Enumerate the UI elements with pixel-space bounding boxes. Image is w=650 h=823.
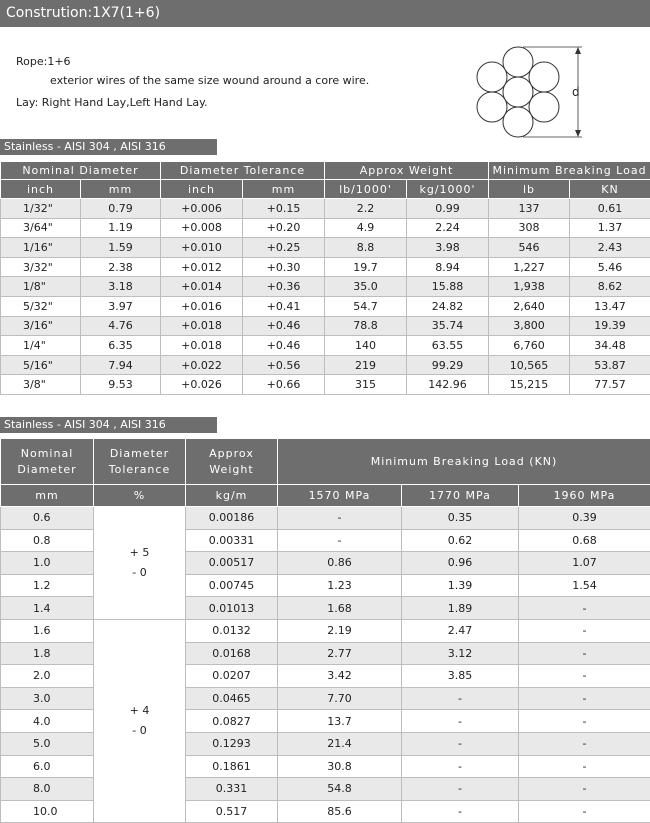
nominal-diameter-header: Nominal Diameter — [1, 162, 161, 180]
tolerance-mm-cell: +0.36 — [243, 277, 325, 297]
weight-kgm-cell: 0.1861 — [186, 755, 278, 778]
minimum-breaking-load-header: Minimum Breaking Load — [489, 162, 650, 180]
nominal-mm-cell: 1.4 — [1, 597, 94, 620]
tolerance-mm-cell: +0.56 — [243, 355, 325, 375]
mbl-kn-cell: 1.37 — [570, 218, 650, 238]
diameter-tolerance-header: Diameter Tolerance — [161, 162, 325, 180]
page-title: Constrution:1X7(1+6) — [0, 0, 650, 27]
table2-label: Stainless - AISI 304 , AISI 316 — [0, 417, 217, 433]
weight-lb-cell: 35.0 — [325, 277, 407, 297]
nominal-mm-cell: 1.59 — [81, 238, 161, 258]
mbl-1770-cell: 1.39 — [402, 574, 519, 597]
nominal-inch-cell: 3/64" — [1, 218, 81, 238]
weight-lb-cell: 140 — [325, 336, 407, 356]
mbl-1960-cell: - — [519, 778, 650, 801]
approx-weight-header: Approx Weight — [186, 439, 278, 485]
tolerance-percent-cell — [94, 507, 186, 620]
table-row — [1, 375, 650, 395]
tolerance-mm-cell: +0.41 — [243, 296, 325, 316]
nominal-mm-cell: 1.0 — [1, 552, 94, 575]
table-row — [1, 316, 650, 336]
weight-kgm-cell: 0.1293 — [186, 732, 278, 755]
weight-kg-cell: 99.29 — [407, 355, 489, 375]
nominal-mm-cell: 3.0 — [1, 687, 94, 710]
tolerance-plus: + 5 — [130, 546, 150, 559]
mbl-1960-cell: 0.39 — [519, 507, 650, 530]
mbl-kn-cell: 2.43 — [570, 238, 650, 258]
weight-kg-cell: 142.96 — [407, 375, 489, 395]
metric-spec-table — [0, 438, 650, 823]
mbl-1570-cell: 7.70 — [278, 687, 402, 710]
mbl-1770-cell: 0.62 — [402, 529, 519, 552]
mbl-1570-cell: 2.19 — [278, 619, 402, 642]
mbl-kn-cell: 34.48 — [570, 336, 650, 356]
table-row — [1, 257, 650, 277]
nominal-mm-cell: 2.0 — [1, 665, 94, 688]
nominal-mm-cell: 0.8 — [1, 529, 94, 552]
outer-wire — [529, 62, 559, 92]
tolerance-inch-cell: +0.026 — [161, 375, 243, 395]
tolerance-percent-cell — [94, 619, 186, 822]
nominal-mm-cell: 1.2 — [1, 574, 94, 597]
strand-cross-section-diagram — [468, 40, 598, 146]
mbl-kn-cell: 77.57 — [570, 375, 650, 395]
weight-kg-cell: 15.88 — [407, 277, 489, 297]
weight-kgm-cell: 0.0207 — [186, 665, 278, 688]
table-row — [1, 238, 650, 258]
mbl-lb-cell: 6,760 — [489, 336, 570, 356]
weight-lb-cell: 78.8 — [325, 316, 407, 336]
tolerance-mm-cell: +0.66 — [243, 375, 325, 395]
mbl-1960-cell: - — [519, 755, 650, 778]
nominal-mm-cell: 6.0 — [1, 755, 94, 778]
tolerance-inch-cell: +0.014 — [161, 277, 243, 297]
mbl-1770-cell: 2.47 — [402, 619, 519, 642]
tolerance-minus: - 0 — [132, 566, 146, 579]
inch-spec-table — [0, 161, 650, 395]
weight-kgm-cell: 0.00745 — [186, 574, 278, 597]
weight-kgm-cell: 0.0827 — [186, 710, 278, 733]
nominal-inch-cell: 1/16" — [1, 238, 81, 258]
weight-kgm-cell: 0.00186 — [186, 507, 278, 530]
mbl-1570-cell: 30.8 — [278, 755, 402, 778]
mbl-1570-cell: - — [278, 507, 402, 530]
mbl-1960-cell: - — [519, 619, 650, 642]
mbl-1570-cell: 21.4 — [278, 732, 402, 755]
nominal-mm-cell: 8.0 — [1, 778, 94, 801]
weight-lb-cell: 19.7 — [325, 257, 407, 277]
unit-header: % — [94, 485, 186, 507]
mbl-lb-cell: 3,800 — [489, 316, 570, 336]
weight-lb-cell: 8.8 — [325, 238, 407, 258]
weight-kgm-cell: 0.00331 — [186, 529, 278, 552]
mbl-1770-cell: 0.96 — [402, 552, 519, 575]
table-row — [1, 218, 650, 238]
mbl-1770-cell: - — [402, 755, 519, 778]
tolerance-mm-cell: +0.15 — [243, 199, 325, 219]
weight-lb-cell: 2.2 — [325, 199, 407, 219]
rope-description: exterior wires of the same size wound around a core wire. — [50, 74, 369, 87]
weight-kg-cell: 3.98 — [407, 238, 489, 258]
mbl-lb-cell: 2,640 — [489, 296, 570, 316]
nominal-mm-cell: 5.0 — [1, 732, 94, 755]
mbl-1770-cell: 3.85 — [402, 665, 519, 688]
mbl-1770-cell: - — [402, 778, 519, 801]
tolerance-inch-cell: +0.006 — [161, 199, 243, 219]
weight-kgm-cell: 0.01013 — [186, 597, 278, 620]
unit-header: 1960 MPa — [519, 485, 650, 507]
unit-header: inch — [1, 180, 81, 199]
table-row — [1, 619, 650, 642]
core-wire — [503, 77, 533, 107]
nominal-inch-cell: 1/4" — [1, 336, 81, 356]
table1-label: Stainless - AISI 304 , AISI 316 — [0, 139, 217, 155]
tolerance-inch-cell: +0.008 — [161, 218, 243, 238]
weight-kg-cell: 2.24 — [407, 218, 489, 238]
mbl-1570-cell: 1.68 — [278, 597, 402, 620]
tolerance-inch-cell: +0.016 — [161, 296, 243, 316]
mbl-lb-cell: 546 — [489, 238, 570, 258]
mbl-1570-cell: 85.6 — [278, 800, 402, 823]
nominal-mm-cell: 3.97 — [81, 296, 161, 316]
nominal-diameter-header: Nominal Diameter — [1, 439, 94, 485]
lay-text: Lay: Right Hand Lay,Left Hand Lay. — [16, 96, 208, 109]
tolerance-mm-cell: +0.25 — [243, 238, 325, 258]
weight-kg-cell: 0.99 — [407, 199, 489, 219]
weight-kgm-cell: 0.0168 — [186, 642, 278, 665]
nominal-mm-cell: 1.19 — [81, 218, 161, 238]
weight-kgm-cell: 0.331 — [186, 778, 278, 801]
unit-header: mm — [243, 180, 325, 199]
mbl-kn-cell: 19.39 — [570, 316, 650, 336]
mbl-kn-cell: 5.46 — [570, 257, 650, 277]
nominal-mm-cell: 6.35 — [81, 336, 161, 356]
table-row — [1, 507, 650, 530]
mbl-1960-cell: - — [519, 665, 650, 688]
weight-kgm-cell: 0.517 — [186, 800, 278, 823]
outer-wire — [529, 92, 559, 122]
outer-wire — [503, 47, 533, 77]
weight-kg-cell: 35.74 — [407, 316, 489, 336]
mbl-1570-cell: 0.86 — [278, 552, 402, 575]
mbl-lb-cell: 308 — [489, 218, 570, 238]
unit-header: lb — [489, 180, 570, 199]
tolerance-inch-cell: +0.018 — [161, 316, 243, 336]
nominal-mm-cell: 1.8 — [1, 642, 94, 665]
table-row — [1, 296, 650, 316]
tolerance-mm-cell: +0.20 — [243, 218, 325, 238]
weight-lb-cell: 4.9 — [325, 218, 407, 238]
nominal-mm-cell: 3.18 — [81, 277, 161, 297]
nominal-inch-cell: 1/32" — [1, 199, 81, 219]
mbl-kn-cell: 13.47 — [570, 296, 650, 316]
mbl-1960-cell: 1.07 — [519, 552, 650, 575]
tolerance-mm-cell: +0.46 — [243, 336, 325, 356]
mbl-1770-cell: - — [402, 732, 519, 755]
weight-lb-cell: 54.7 — [325, 296, 407, 316]
mbl-1570-cell: - — [278, 529, 402, 552]
unit-header: 1570 MPa — [278, 485, 402, 507]
tolerance-inch-cell: +0.012 — [161, 257, 243, 277]
mbl-1570-cell: 2.77 — [278, 642, 402, 665]
mbl-1960-cell: - — [519, 687, 650, 710]
tolerance-mm-cell: +0.30 — [243, 257, 325, 277]
unit-header: inch — [161, 180, 243, 199]
mbl-1960-cell: - — [519, 710, 650, 733]
nominal-mm-cell: 2.38 — [81, 257, 161, 277]
mbl-1960-cell: - — [519, 800, 650, 823]
mbl-lb-cell: 10,565 — [489, 355, 570, 375]
mbl-kn-cell: 0.61 — [570, 199, 650, 219]
unit-header: mm — [81, 180, 161, 199]
diameter-tolerance-header: Diameter Tolerance — [94, 439, 186, 485]
nominal-mm-cell: 9.53 — [81, 375, 161, 395]
tolerance-mm-cell: +0.46 — [243, 316, 325, 336]
tolerance-inch-cell: +0.010 — [161, 238, 243, 258]
mbl-1570-cell: 13.7 — [278, 710, 402, 733]
nominal-inch-cell: 1/8" — [1, 277, 81, 297]
mbl-1960-cell: - — [519, 732, 650, 755]
table-row — [1, 277, 650, 297]
mbl-1570-cell: 3.42 — [278, 665, 402, 688]
nominal-mm-cell: 4.0 — [1, 710, 94, 733]
table-row — [1, 355, 650, 375]
mbl-1960-cell: 0.68 — [519, 529, 650, 552]
mbl-lb-cell: 137 — [489, 199, 570, 219]
unit-header: KN — [570, 180, 650, 199]
nominal-inch-cell: 3/16" — [1, 316, 81, 336]
unit-header: 1770 MPa — [402, 485, 519, 507]
table-row — [1, 199, 650, 219]
weight-kg-cell: 8.94 — [407, 257, 489, 277]
mbl-1960-cell: - — [519, 642, 650, 665]
outer-wire — [477, 92, 507, 122]
mbl-1770-cell: 0.35 — [402, 507, 519, 530]
minimum-breaking-load-kn-header: Minimum Breaking Load (KN) — [278, 439, 650, 485]
weight-kg-cell: 24.82 — [407, 296, 489, 316]
mbl-1960-cell: - — [519, 597, 650, 620]
mbl-kn-cell: 53.87 — [570, 355, 650, 375]
mbl-lb-cell: 1,938 — [489, 277, 570, 297]
unit-header: mm — [1, 485, 94, 507]
nominal-inch-cell: 5/16" — [1, 355, 81, 375]
nominal-mm-cell: 7.94 — [81, 355, 161, 375]
mbl-1960-cell: 1.54 — [519, 574, 650, 597]
nominal-mm-cell: 0.79 — [81, 199, 161, 219]
nominal-mm-cell: 0.6 — [1, 507, 94, 530]
table-row — [1, 336, 650, 356]
mbl-1570-cell: 54.8 — [278, 778, 402, 801]
outer-wire — [477, 62, 507, 92]
weight-kgm-cell: 0.00517 — [186, 552, 278, 575]
tolerance-inch-cell: +0.018 — [161, 336, 243, 356]
nominal-mm-cell: 1.6 — [1, 619, 94, 642]
nominal-mm-cell: 4.76 — [81, 316, 161, 336]
weight-kgm-cell: 0.0132 — [186, 619, 278, 642]
tolerance-inch-cell: +0.022 — [161, 355, 243, 375]
mbl-lb-cell: 15,215 — [489, 375, 570, 395]
mbl-1770-cell: 3.12 — [402, 642, 519, 665]
diameter-label: d — [572, 85, 580, 99]
mbl-1770-cell: - — [402, 710, 519, 733]
unit-header: lb/1000' — [325, 180, 407, 199]
nominal-inch-cell: 3/8" — [1, 375, 81, 395]
mbl-1770-cell: 1.89 — [402, 597, 519, 620]
mbl-1770-cell: - — [402, 687, 519, 710]
unit-header: kg/m — [186, 485, 278, 507]
unit-header: kg/1000' — [407, 180, 489, 199]
tolerance-plus: + 4 — [130, 704, 150, 717]
outer-wire — [503, 107, 533, 137]
weight-lb-cell: 315 — [325, 375, 407, 395]
nominal-mm-cell: 10.0 — [1, 800, 94, 823]
tolerance-minus: - 0 — [132, 724, 146, 737]
mbl-lb-cell: 1,227 — [489, 257, 570, 277]
mbl-kn-cell: 8.62 — [570, 277, 650, 297]
nominal-inch-cell: 3/32" — [1, 257, 81, 277]
weight-kg-cell: 63.55 — [407, 336, 489, 356]
mbl-1570-cell: 1.23 — [278, 574, 402, 597]
nominal-inch-cell: 5/32" — [1, 296, 81, 316]
approx-weight-header: Approx Weight — [325, 162, 489, 180]
weight-lb-cell: 219 — [325, 355, 407, 375]
rope-label: Rope:1+6 — [16, 55, 71, 68]
weight-kgm-cell: 0.0465 — [186, 687, 278, 710]
mbl-1770-cell: - — [402, 800, 519, 823]
